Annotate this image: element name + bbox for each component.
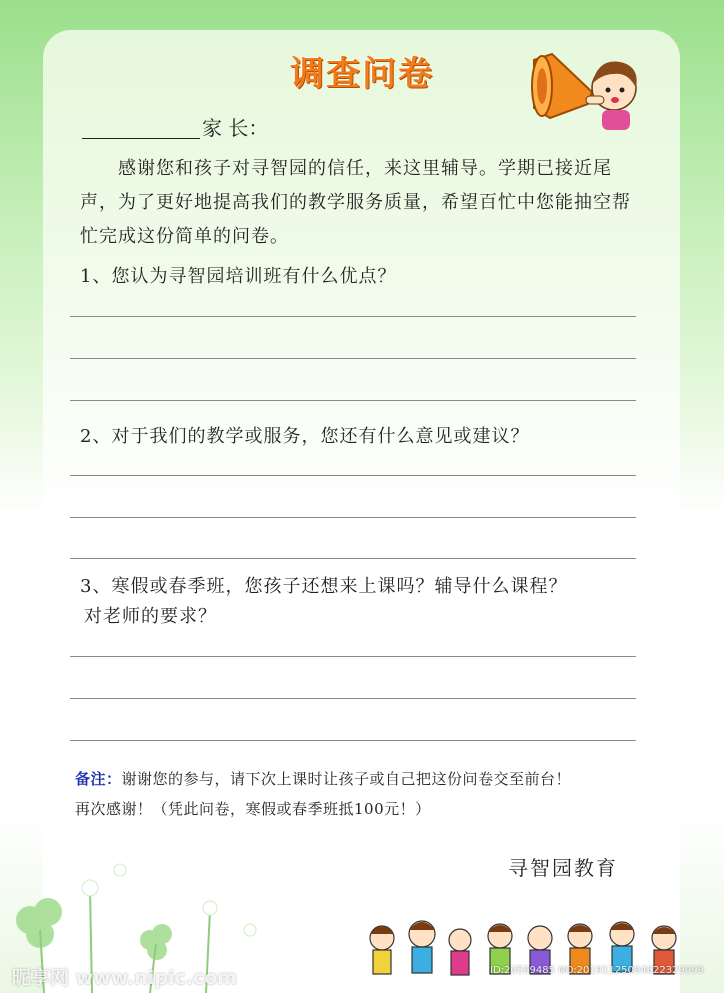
watermark-id: ID:20599485 NO:20191125094622329099 bbox=[490, 965, 704, 976]
answer-line[interactable] bbox=[70, 740, 636, 741]
intro-text: 感谢您和孩子对寻智园的信任，来这里辅导。学期已接近尾声，为了更好地提高我们的教学服务质量，希望百忙中您能抽空帮忙完成这份简单的问卷。 bbox=[80, 158, 631, 247]
answer-line[interactable] bbox=[70, 358, 636, 359]
question-3-continued: 对老师的要求？ bbox=[84, 606, 217, 627]
note-line-2: 再次感谢！（凭此问卷，寒假或春季班抵100元！） bbox=[75, 800, 431, 818]
note-line-1: 谢谢您的参与，请下次上课时让孩子或自己把这份问卷交至前台！ bbox=[121, 770, 572, 788]
intro-paragraph bbox=[80, 152, 640, 254]
question-3: 3、寒假或春季班，您孩子还想来上课吗？辅导什么课程？ bbox=[80, 576, 568, 597]
answer-line[interactable] bbox=[70, 400, 636, 401]
parent-name-blank[interactable] bbox=[82, 138, 200, 139]
answer-line[interactable] bbox=[70, 475, 636, 476]
question-2: 2、对于我们的教学或服务，您还有什么意见或建议？ bbox=[80, 426, 530, 447]
question-1: 1、您认为寻智园培训班有什么优点？ bbox=[80, 266, 397, 287]
watermark-logo: 昵享网 www.nipic.com bbox=[12, 967, 238, 989]
note-block bbox=[75, 764, 665, 824]
megaphone-girl-illustration bbox=[528, 52, 644, 134]
greeting-label: 家 长： bbox=[202, 116, 269, 140]
note-label: 备注： bbox=[75, 770, 122, 788]
page-title: 调查问卷 bbox=[290, 54, 434, 94]
answer-line[interactable] bbox=[70, 698, 636, 699]
answer-line[interactable] bbox=[70, 558, 636, 559]
answer-line[interactable] bbox=[70, 656, 636, 657]
answer-line[interactable] bbox=[70, 517, 636, 518]
children-holding-hands-illustration bbox=[360, 910, 724, 993]
organization-signature: 寻智园教育 bbox=[508, 856, 618, 880]
answer-line[interactable] bbox=[70, 316, 636, 317]
